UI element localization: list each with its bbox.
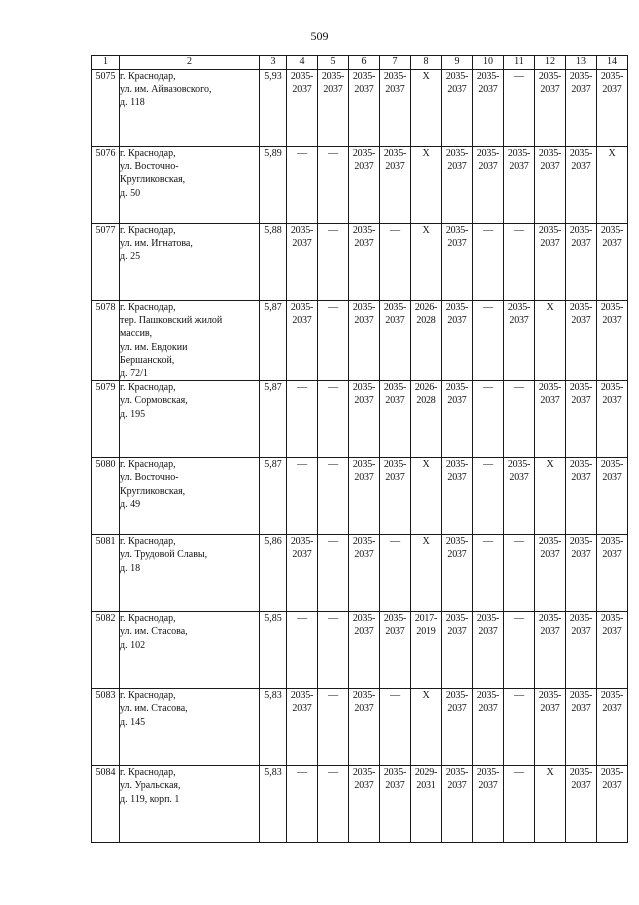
period-cell: 2035- 2037 [380,612,411,689]
period-cell: — [504,766,535,843]
period-cell: 2035- 2037 [535,535,566,612]
address-cell [120,458,260,535]
period-cell: 2035- 2037 [349,612,380,689]
address-cell [120,766,260,843]
period-cell: — [287,381,318,458]
period-cell: X [411,224,442,301]
address-line: ул. Восточно- [120,472,179,484]
column-header: 6 [349,56,380,70]
score-cell: 5,83 [260,766,287,843]
table-row [92,766,628,843]
period-cell: 2035- 2037 [442,612,473,689]
period-cell: 2035- 2037 [597,458,628,535]
table-row [92,535,628,612]
period-cell: — [504,381,535,458]
period-cell: 2035- 2037 [442,147,473,224]
period-cell: 2035- 2037 [566,535,597,612]
address-line: г. Краснодар, [120,302,176,313]
period-cell: 2035- 2037 [287,70,318,147]
address-line: ул. им. Игнатова, [120,238,193,250]
row-number: 5081 [92,535,120,612]
address-line: д. 25 [120,251,141,263]
period-cell: — [318,612,349,689]
header-row [92,56,628,70]
period-cell: 2035- 2037 [504,147,535,224]
period-cell: 2035- 2037 [566,458,597,535]
period-cell: 2035- 2037 [442,689,473,766]
period-cell: — [473,381,504,458]
column-header: 14 [597,56,628,70]
column-header: 9 [442,56,473,70]
period-cell: 2035- 2037 [349,381,380,458]
period-cell: 2035- 2037 [442,766,473,843]
period-cell: 2035- 2037 [473,766,504,843]
table-row [92,224,628,301]
period-cell: X [411,458,442,535]
period-cell: — [504,70,535,147]
period-cell: 2035- 2037 [380,147,411,224]
address-line: г. Краснодар, [120,71,176,82]
address-line: Бершанской, [120,354,175,366]
table-row [92,301,628,381]
table-row [92,381,628,458]
score-cell: 5,87 [260,381,287,458]
table-row [92,147,628,224]
period-cell: 2035- 2037 [349,766,380,843]
period-cell: 2035- 2037 [442,224,473,301]
column-header: 2 [120,56,260,70]
address-line: ул. Трудовой Славы, [120,549,208,561]
period-cell: — [473,535,504,612]
period-cell: — [318,766,349,843]
table-row [92,458,628,535]
address-line: г. Краснодар, [120,613,176,625]
period-cell: 2035- 2037 [566,147,597,224]
row-number: 5075 [92,70,120,147]
table-body [92,70,628,843]
period-cell: 2029- 2031 [411,766,442,843]
row-number: 5084 [92,766,120,843]
period-cell: 2035- 2037 [597,70,628,147]
row-number: 5080 [92,458,120,535]
period-cell: 2035- 2037 [535,70,566,147]
address-line: г. Краснодар, [120,459,176,471]
column-header: 5 [318,56,349,70]
period-cell: 2035- 2037 [442,70,473,147]
period-cell: — [380,689,411,766]
column-header: 8 [411,56,442,70]
period-cell: 2035- 2037 [566,70,597,147]
period-cell: — [318,689,349,766]
period-cell: — [504,224,535,301]
score-cell: 5,83 [260,689,287,766]
period-cell: 2035- 2037 [566,224,597,301]
score-cell: 5,87 [260,301,287,381]
address-cell [120,147,260,224]
address-line: д. 119, корп. 1 [120,793,180,805]
period-cell: 2035- 2037 [349,70,380,147]
period-cell: 2035- 2037 [380,458,411,535]
address-line: г. Краснодар, [120,767,176,779]
period-cell: 2035- 2037 [349,147,380,224]
period-cell: — [318,224,349,301]
period-cell: 2026- 2028 [411,381,442,458]
column-header: 4 [287,56,318,70]
period-cell: 2035- 2037 [535,224,566,301]
period-cell: 2035- 2037 [535,612,566,689]
period-cell: 2035- 2037 [597,224,628,301]
column-header: 1 [92,56,120,70]
page-number: 509 [310,29,329,43]
table-row [92,612,628,689]
period-cell: 2035- 2037 [380,381,411,458]
period-cell: 2035- 2037 [597,301,628,381]
period-cell: 2035- 2037 [504,301,535,381]
address-line: д. 195 [120,408,146,420]
address-cell [120,224,260,301]
address-cell [120,301,260,381]
period-cell: 2035- 2037 [287,535,318,612]
period-cell: — [380,535,411,612]
address-line: д. 72/1 [120,367,148,379]
period-cell: 2035- 2037 [535,689,566,766]
period-cell: 2035- 2037 [535,147,566,224]
period-cell: — [380,224,411,301]
column-header: 7 [380,56,411,70]
column-header: 10 [473,56,504,70]
period-cell: — [287,458,318,535]
period-cell: X [411,147,442,224]
period-cell: 2035- 2037 [442,381,473,458]
address-line: г. Краснодар, [120,536,176,548]
period-cell: 2035- 2037 [597,535,628,612]
period-cell: 2035- 2037 [287,224,318,301]
address-cell [120,70,260,147]
address-line: тер. Пашковский жилой [120,315,223,327]
address-line: ул. им. Стасова, [120,703,188,715]
period-cell: 2035- 2037 [566,689,597,766]
period-cell: 2035- 2037 [349,301,380,381]
address-line: ул. им. Айвазовского, [120,84,212,96]
period-cell: 2035- 2037 [349,535,380,612]
period-cell: — [318,458,349,535]
address-line: ул. им. Стасова, [120,626,188,638]
address-line: д. 118 [120,97,145,109]
period-cell: 2026- 2028 [411,301,442,381]
period-cell: 2035- 2037 [566,381,597,458]
score-cell: 5,85 [260,612,287,689]
table-row [92,70,628,147]
period-cell: 2035- 2037 [566,766,597,843]
period-cell: 2035- 2037 [473,689,504,766]
address-line: ул. Уральская, [120,780,181,792]
period-cell: — [473,224,504,301]
address-line: Кругликовская, [120,174,186,186]
register-table [91,55,628,843]
period-cell: 2035- 2037 [287,301,318,381]
column-header: 11 [504,56,535,70]
row-number: 5083 [92,689,120,766]
period-cell: X [535,766,566,843]
period-cell: X [597,147,628,224]
score-cell: 5,86 [260,535,287,612]
period-cell: — [318,535,349,612]
address-line: д. 49 [120,498,141,510]
address-line: д. 18 [120,562,141,574]
address-cell [120,381,260,458]
period-cell: 2035- 2037 [349,224,380,301]
table-row [92,689,628,766]
address-line: д. 145 [120,716,146,728]
period-cell: 2035- 2037 [597,766,628,843]
period-cell: 2035- 2037 [380,766,411,843]
address-line: г. Краснодар, [120,225,176,236]
period-cell: — [318,381,349,458]
period-cell: — [473,458,504,535]
period-cell: 2035- 2037 [535,381,566,458]
period-cell: X [535,301,566,381]
period-cell: X [411,535,442,612]
row-number: 5078 [92,301,120,381]
period-cell: 2035- 2037 [349,689,380,766]
address-line: д. 50 [120,187,141,199]
period-cell: — [473,301,504,381]
period-cell: 2035- 2037 [597,612,628,689]
address-line: Кругликовская, [120,485,186,497]
column-header: 12 [535,56,566,70]
row-number: 5079 [92,381,120,458]
row-number: 5076 [92,147,120,224]
period-cell: — [318,301,349,381]
period-cell: — [504,689,535,766]
period-cell: 2035- 2037 [380,70,411,147]
period-cell: 2035- 2037 [473,612,504,689]
period-cell: 2035- 2037 [287,689,318,766]
address-line: г. Краснодар, [120,382,176,394]
address-cell [120,612,260,689]
column-header: 13 [566,56,597,70]
period-cell: 2035- 2037 [597,381,628,458]
score-cell: 5,88 [260,224,287,301]
period-cell: — [504,612,535,689]
address-line: г. Краснодар, [120,690,176,702]
address-line: д. 102 [120,639,146,651]
score-cell: 5,89 [260,147,287,224]
period-cell: X [411,70,442,147]
period-cell: 2035- 2037 [566,301,597,381]
address-line: ул. Восточно- [120,161,179,173]
period-cell: 2035- 2037 [473,147,504,224]
column-header: 3 [260,56,287,70]
period-cell: 2035- 2037 [442,535,473,612]
period-cell: — [287,766,318,843]
period-cell: X [411,689,442,766]
row-number: 5082 [92,612,120,689]
period-cell: 2035- 2037 [566,612,597,689]
address-line: ул. им. Евдокии [120,341,188,353]
period-cell: 2035- 2037 [442,301,473,381]
period-cell: 2035- 2037 [349,458,380,535]
period-cell: 2035- 2037 [473,70,504,147]
period-cell: 2035- 2037 [318,70,349,147]
address-line: г. Краснодар, [120,148,176,159]
score-cell: 5,93 [260,70,287,147]
period-cell: 2017- 2019 [411,612,442,689]
row-number: 5077 [92,224,120,301]
score-cell: 5,87 [260,458,287,535]
period-cell: — [287,612,318,689]
period-cell: — [504,535,535,612]
period-cell: 2035- 2037 [380,301,411,381]
period-cell: — [287,147,318,224]
period-cell: 2035- 2037 [597,689,628,766]
address-line: ул. Сормовская, [120,395,188,407]
period-cell: X [535,458,566,535]
address-cell [120,689,260,766]
period-cell: 2035- 2037 [504,458,535,535]
address-line: массив, [120,328,153,340]
address-cell [120,535,260,612]
period-cell: 2035- 2037 [442,458,473,535]
period-cell: — [318,147,349,224]
